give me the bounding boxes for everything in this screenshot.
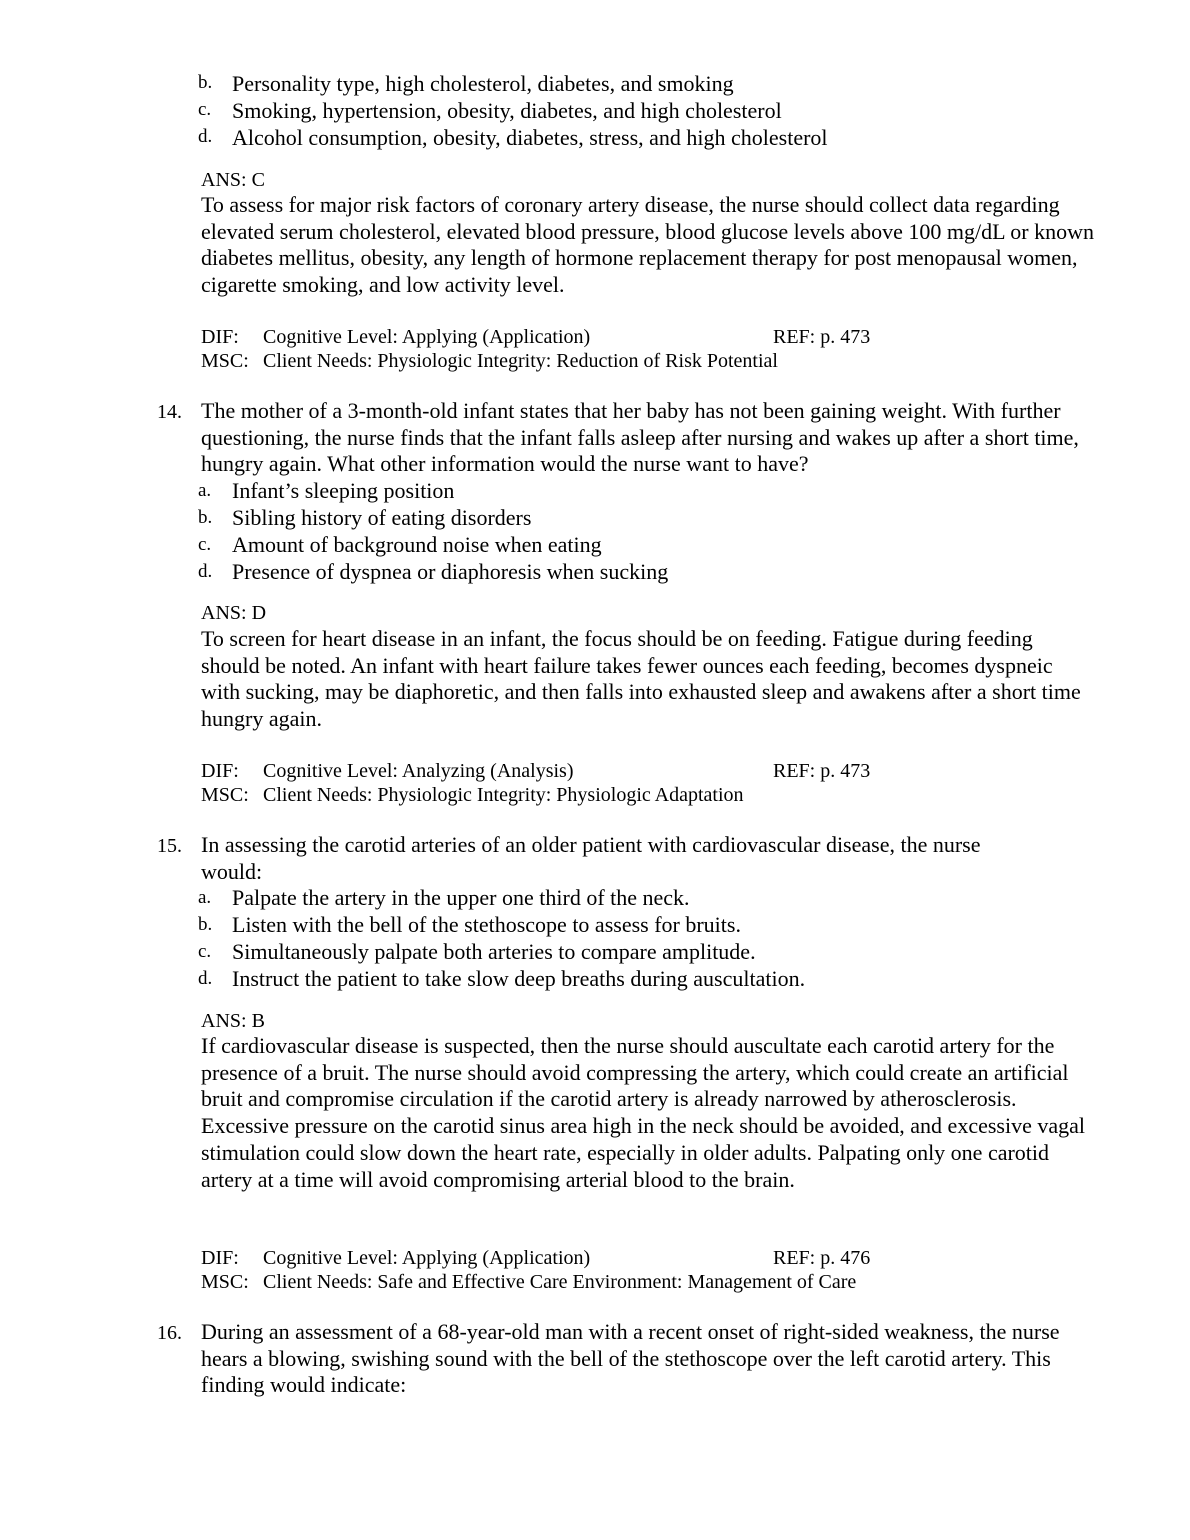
option-text: Amount of background noise when eating (232, 532, 602, 557)
option-text: Infant’s sleeping position (232, 478, 455, 503)
question-number: 15. (157, 835, 182, 857)
option-text: Listen with the bell of the stethoscope to assess for bruits. (232, 912, 741, 937)
option-letter: a. (198, 887, 212, 908)
rationale: To screen for heart disease in an infant, the focus should be on feeding. Fatigue during feeding should be noted. An infant with heart failure takes fewer ounces each feeding, becomes dyspneic with sucking, may be diaphoretic, and then falls into exhausted sleep and awakens after a short time hungry again. (201, 626, 1081, 732)
msc-value: Client Needs: Physiologic Integrity: Reduction of Risk Potential (263, 350, 778, 372)
question-stem: The mother of a 3-month-old infant states that her baby has not been gaining weight. With further questioning, the nurse finds that the infant falls asleep after nursing and wakes up after a short time, hungry again. What other information would the nurse want to have? (201, 398, 1079, 477)
dif-value: Cognitive Level: Applying (Application) (263, 1247, 591, 1269)
option-letter: b. (198, 72, 213, 93)
answer-key: ANS: C (201, 169, 265, 191)
rationale: To assess for major risk factors of coronary artery disease, the nurse should collect data regarding elevated serum cholesterol, elevated blood pressure, blood glucose levels above 100 mg/dL or known diabetes mellitus, obesity, any length of hormone replacement therapy for post menopausal women, cigarette smoking, and low activity level. (201, 192, 1094, 298)
msc-label: MSC: (201, 784, 249, 806)
option-text: Palpate the artery in the upper one third of the neck. (232, 885, 690, 910)
dif-value: Cognitive Level: Analyzing (Analysis) (263, 760, 574, 782)
question-number: 16. (157, 1322, 182, 1344)
question-stem: During an assessment of a 68-year-old man with a recent onset of right-sided weakness, the nurse hears a blowing, swishing sound with the bell of the stethoscope over the left carotid artery. This finding would indicate: (201, 1319, 1060, 1398)
option-text: Alcohol consumption, obesity, diabetes, stress, and high cholesterol (232, 125, 828, 150)
dif-label: DIF: (201, 326, 239, 348)
answer-key: ANS: D (201, 602, 267, 624)
answer-key: ANS: B (201, 1010, 265, 1032)
ref-value: REF: p. 476 (773, 1247, 871, 1269)
option-text: Instruct the patient to take slow deep breaths during auscultation. (232, 966, 806, 991)
option-letter: b. (198, 914, 213, 935)
dif-label: DIF: (201, 1247, 239, 1269)
option-text: Simultaneously palpate both arteries to compare amplitude. (232, 939, 756, 964)
msc-label: MSC: (201, 350, 249, 372)
msc-value: Client Needs: Physiologic Integrity: Physiologic Adaptation (263, 784, 744, 806)
question-stem: In assessing the carotid arteries of an older patient with cardiovascular disease, the nurse would: (201, 832, 981, 884)
option-letter: b. (198, 507, 213, 528)
ref-value: REF: p. 473 (773, 760, 871, 782)
question-number: 14. (157, 401, 182, 423)
option-text: Sibling history of eating disorders (232, 505, 532, 530)
option-letter: c. (198, 534, 212, 555)
option-text: Presence of dyspnea or diaphoresis when sucking (232, 559, 669, 584)
ref-value: REF: p. 473 (773, 326, 871, 348)
rationale: If cardiovascular disease is suspected, then the nurse should auscultate each carotid artery for the presence of a bruit. The nurse should avoid compressing the artery, which could create an artificial bruit and compromise circulation if the carotid artery is already narrowed by atherosclerosis. Excessive pressure on the carotid sinus area high in the neck should be avoided, and excessive vagal stimulation could slow down the heart rate, especially in older adults. Palpating only one carotid artery at a time will avoid compromising arterial blood to the brain. (201, 1033, 1085, 1192)
option-text: Smoking, hypertension, obesity, diabetes, and high cholesterol (232, 98, 782, 123)
option-text: Personality type, high cholesterol, diabetes, and smoking (232, 71, 734, 96)
dif-value: Cognitive Level: Applying (Application) (263, 326, 591, 348)
option-letter: d. (198, 561, 213, 582)
option-letter: c. (198, 941, 212, 962)
option-letter: c. (198, 99, 212, 120)
msc-value: Client Needs: Safe and Effective Care Environment: Management of Care (263, 1271, 857, 1293)
dif-label: DIF: (201, 760, 239, 782)
option-letter: d. (198, 126, 213, 147)
option-letter: a. (198, 480, 212, 501)
option-letter: d. (198, 968, 213, 989)
msc-label: MSC: (201, 1271, 249, 1293)
